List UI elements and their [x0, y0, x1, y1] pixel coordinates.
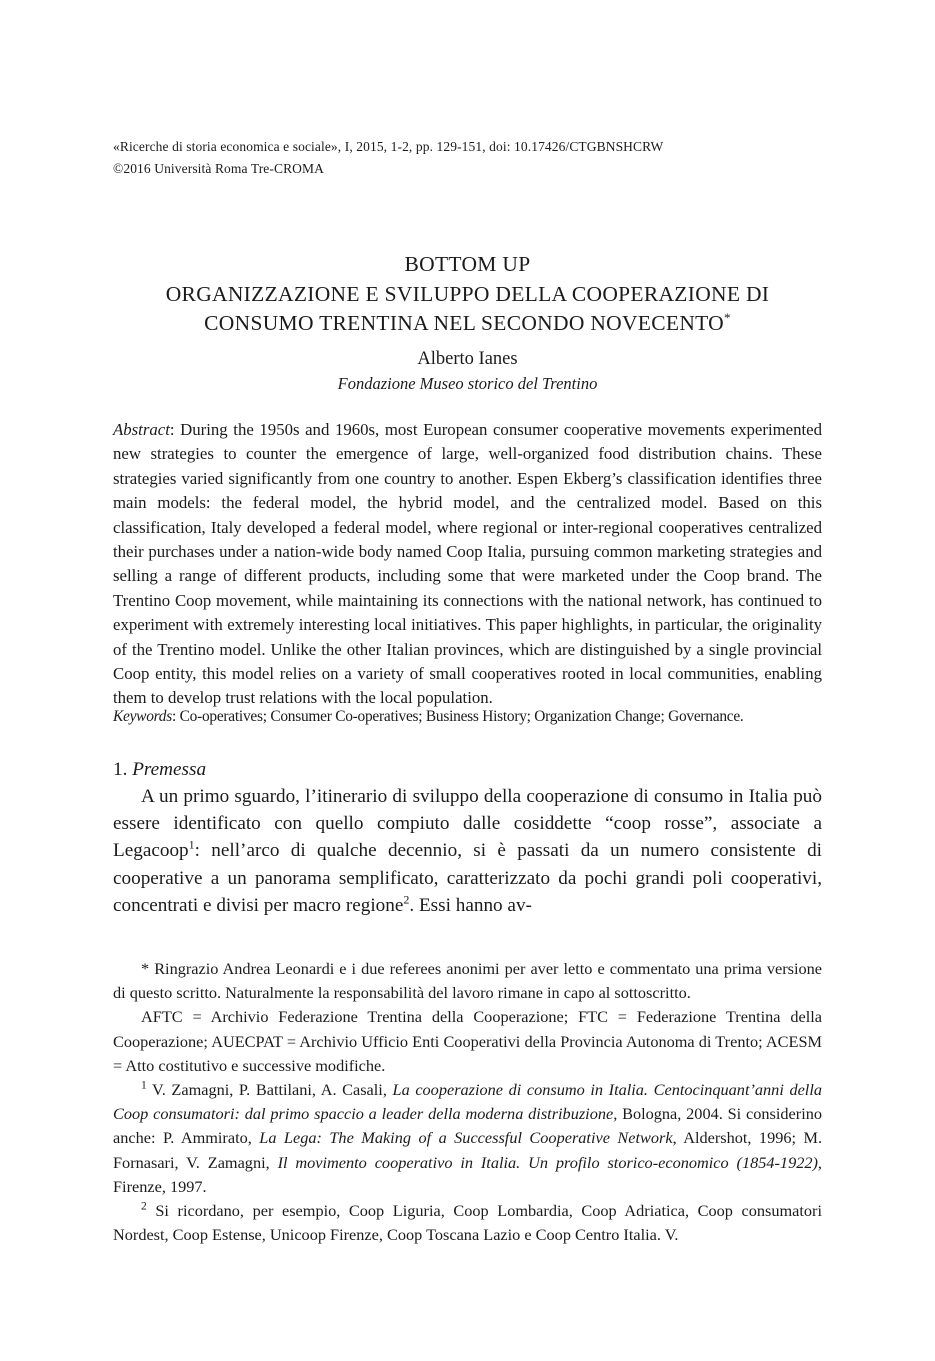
footnote-ref-1: 1	[188, 838, 195, 853]
keywords-text: Co-operatives; Consumer Co-operatives; Business History; Organization Change; Governance.	[179, 708, 744, 725]
footnote-1-authors: V. Zamagni, P. Battilani, A. Casali,	[146, 1080, 393, 1100]
body-text	[113, 783, 822, 919]
footnote-1-title-2: La Lega: The Making of a Successful Cooperative Network	[259, 1128, 673, 1148]
body-segment-3: . Essi hanno av-	[409, 894, 532, 916]
footnote-1-mid-2: , Aldershot, 1996; M. Fornasari, V. Zamagni,	[113, 1128, 823, 1172]
masthead	[113, 136, 822, 180]
footnote-2-text: Si ricordano, per esempio, Coop Liguria, Coop Lombardia, Coop Adriatica, Coop consumatori Nordest, Coop Estense, Unicoop Firenze, Coop Toscana Lazio e Coop Centro Italia. V.	[113, 1201, 822, 1245]
footnote-star-text: Ringrazio Andrea Leonardi e i due referees anonimi per aver letto e commentato una prima versione di questo scritto. Naturalmente la responsabilità del lavoro rimane in capo al sottoscritto.	[113, 959, 822, 1003]
footnote-star	[113, 957, 822, 1005]
footnote-1-title-1: La cooperazione di consumo in Italia. Centocinquant’anni della Coop consumatori: dal primo spaccio a leader della moderna distribuzione	[113, 1080, 822, 1124]
footnote-abbreviations	[113, 1005, 822, 1078]
footnote-abbreviations-text: AFTC = Archivio Federazione Trentina della Cooperazione; FTC = Federazione Trentina della Cooperazione; AUECPAT = Archivio Ufficio Enti Cooperativi della Provincia Autonoma di Trento; ACESM = Atto costitutivo e successive modifiche.	[113, 1007, 822, 1075]
copyright-line: ©2016 Università Roma Tre-CROMA	[113, 161, 324, 176]
body-paragraph	[113, 783, 822, 919]
section-number: 1.	[113, 759, 133, 780]
article-title-line-2: ORGANIZZAZIONE E SVILUPPO DELLA COOPERAZIONE DI	[165, 281, 770, 306]
abstract-label: Abstract	[113, 420, 170, 439]
title-block	[113, 250, 822, 395]
footnote-1-end: , Firenze, 1997.	[113, 1152, 822, 1196]
footnote-1-title-3: Il movimento cooperativo in Italia. Un profilo storico-economico (1854-1922)	[277, 1152, 818, 1172]
section-heading	[113, 757, 822, 783]
keywords-line	[113, 705, 822, 729]
footnote-2-marker: 2	[141, 1200, 147, 1213]
footnote-1-mid-1: , Bologna, 2004. Si considerino anche: P. Ammirato,	[113, 1104, 822, 1148]
body-segment-1: A un primo sguardo, l’itinerario di sviluppo della cooperazione di consumo in Italia può essere identificato con quello compiuto dalle cosiddette “coop rosse”, associate a Legacoop	[113, 786, 822, 862]
journal-citation-line: «Ricerche di storia economica e sociale», I, 2015, 1-2, pp. 129-151, doi: 10.17426/CTGBNSHCRW	[113, 139, 664, 154]
section-title: Premessa	[132, 759, 207, 780]
body-segment-2: : nell’arco di qualche decennio, si è passati da un numero consistente di cooperative a un panorama semplificato, caratterizzato da pochi grandi poli cooperativi, concentrati e divisi per macro regione	[113, 840, 822, 916]
footnote-ref-2: 2	[403, 892, 410, 907]
author-affiliation: Fondazione Museo storico del Trentino	[337, 373, 598, 393]
article-title-line-3-text: CONSUMO TRENTINA NEL SECONDO NOVECENTO	[204, 311, 725, 335]
footnote-1	[113, 1078, 822, 1199]
title-footnote-marker: *	[724, 309, 731, 325]
footnote-star-marker: *	[141, 959, 155, 978]
keywords-separator: :	[172, 708, 180, 725]
article-title-line-3	[113, 309, 822, 339]
abstract-text: During the 1950s and 1960s, most European consumer cooperative movements experimented new strategies to counter the emergence of large, well-organized food distribution chains. These strategies varied significantly from one country to another. Espen Ekberg’s classification identifies three main models: the federal model, the hybrid model, and the centralized model. Based on this classification, Italy developed a federal model, where regional or inter-regional cooperatives centralized their purchases under a nation-wide body named Coop Italia, pursuing common marketing strategies and selling a range of different products, including some that were marketed under the Coop brand. The Trentino Coop movement, while maintaining its connections with the national network, has continued to experiment with extremely interesting local initiatives. This paper highlights, in particular, the originality of the Trentino model. Unlike the other Italian provinces, which are distinguished by a single provincial Coop entity, this model relies on a variety of small cooperatives rooted in local communities, enabling them to develop trust relations with the local population.	[113, 420, 823, 708]
footnote-2	[113, 1199, 822, 1247]
keywords-label: Keywords	[113, 708, 172, 725]
abstract-paragraph	[113, 418, 822, 711]
article-title-line-1: BOTTOM UP	[404, 252, 531, 276]
footnotes-block	[113, 957, 822, 1247]
abstract-separator: :	[169, 420, 181, 439]
footnote-1-marker: 1	[141, 1079, 147, 1092]
author-name: Alberto Ianes	[417, 348, 518, 369]
